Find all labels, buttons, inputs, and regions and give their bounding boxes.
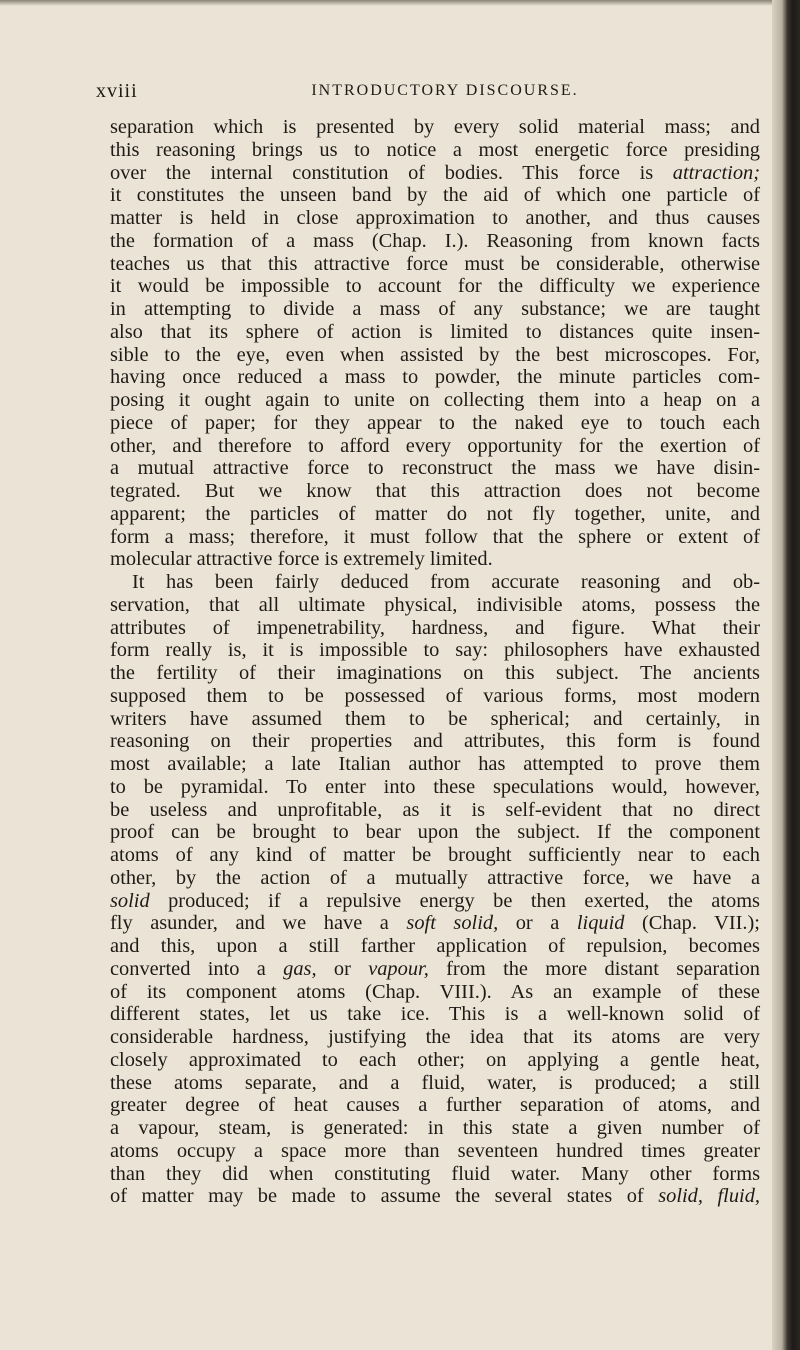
text-line: molecular attractive force is extremely limited. bbox=[110, 548, 493, 571]
page-top-shadow bbox=[0, 0, 772, 6]
page-binding-edge bbox=[772, 0, 800, 1350]
text-line: of its component atoms (Chap. VIII.). As an example of these bbox=[110, 980, 760, 1003]
text-line: be useless and unprofitable, as it is self-evident that no direct bbox=[110, 798, 760, 821]
text-line: it would be impossible to account for the difficulty we experience bbox=[110, 275, 760, 298]
text-line: most available; a late Italian author has attempted to prove them bbox=[110, 753, 760, 775]
text-line: tegrated. But we know that this attraction does not become bbox=[110, 480, 760, 502]
text-line: writers have assumed them to be spherical; and certainly, in bbox=[110, 707, 760, 730]
text-line: fly asunder, and we have a soft solid, or a liquid (Chap. VII.); bbox=[110, 912, 760, 935]
text-line: solid produced; if a repulsive energy be then exerted, the atoms bbox=[110, 889, 760, 912]
text-line: reasoning on their properties and attributes, this form is found bbox=[110, 730, 760, 753]
text-line: it constitutes the unseen band by the aid of which one particle of bbox=[110, 184, 760, 207]
text-line: the fertility of their imaginations on this subject. The ancients bbox=[110, 662, 760, 684]
text-line: posing it ought again to unite on collecting them into a heap on a bbox=[110, 389, 760, 411]
body-text bbox=[110, 116, 760, 1208]
text-line: separation which is presented by every solid material mass; and bbox=[110, 116, 760, 138]
text-line: other, and therefore to afford every opportunity for the exertion of bbox=[110, 434, 760, 457]
text-line: having once reduced a mass to powder, the minute particles com- bbox=[110, 366, 760, 389]
text-line: different states, let us take ice. This is a well-known solid of bbox=[110, 1003, 760, 1026]
text-line: of matter may be made to assume the several states of solid, fluid, bbox=[110, 1185, 760, 1208]
text-line: in attempting to divide a mass of any substance; we are taught bbox=[110, 298, 760, 320]
text-line: over the internal constitution of bodies. This force is attraction; bbox=[110, 161, 760, 184]
text-line: also that its sphere of action is limited to distances quite insen- bbox=[110, 320, 760, 343]
text-line: a mutual attractive force to reconstruct the mass we have disin- bbox=[110, 457, 760, 480]
text-line: matter is held in close approximation to another, and thus causes bbox=[110, 207, 760, 229]
text-line: and this, upon a still farther application of repulsion, becomes bbox=[110, 935, 760, 957]
text-line: supposed them to be possessed of various forms, most modern bbox=[110, 684, 760, 707]
text-line: proof can be brought to bear upon the subject. If the component bbox=[110, 821, 760, 844]
text-line: a vapour, steam, is generated: in this state a given number of bbox=[110, 1117, 760, 1139]
text-line: servation, that all ultimate physical, indivisible atoms, possess the bbox=[110, 593, 760, 616]
text-line: this reasoning brings us to notice a most energetic force presiding bbox=[110, 138, 760, 161]
text-line: considerable hardness, justifying the idea that its atoms are very bbox=[110, 1026, 760, 1048]
text-line: It has been fairly deduced from accurate reasoning and ob- bbox=[132, 571, 760, 593]
text-line: apparent; the particles of matter do not fly together, unite, and bbox=[110, 502, 760, 525]
text-line: these atoms separate, and a fluid, water, is produced; a still bbox=[110, 1071, 760, 1094]
running-head: INTRODUCTORY DISCOURSE. bbox=[311, 82, 579, 99]
text-line: the formation of a mass (Chap. I.). Reasoning from known facts bbox=[110, 229, 760, 252]
text-line: atoms of any kind of matter be brought sufficiently near to each bbox=[110, 844, 760, 866]
text-line: atoms occupy a space more than seventeen hundred times greater bbox=[110, 1139, 760, 1162]
text-line: attributes of impenetrability, hardness, and figure. What their bbox=[110, 616, 760, 639]
text-line: other, by the action of a mutually attractive force, we have a bbox=[110, 866, 760, 889]
text-line: sible to the eye, even when assisted by the best microscopes. For, bbox=[110, 343, 760, 366]
text-line: closely approximated to each other; on applying a gentle heat, bbox=[110, 1048, 760, 1071]
page-header bbox=[96, 80, 754, 110]
page-number: xviii bbox=[96, 80, 138, 102]
text-line: than they did when constituting fluid water. Many other forms bbox=[110, 1162, 760, 1185]
text-line: form a mass; therefore, it must follow that the sphere or extent of bbox=[110, 525, 760, 548]
text-line: piece of paper; for they appear to the naked eye to touch each bbox=[110, 411, 760, 434]
text-line: to be pyramidal. To enter into these speculations would, however, bbox=[110, 775, 760, 798]
text-line: converted into a gas, or vapour, from the more distant separation bbox=[110, 957, 760, 980]
text-line: form really is, it is impossible to say: philosophers have exhausted bbox=[110, 639, 760, 662]
text-line: greater degree of heat causes a further separation of atoms, and bbox=[110, 1094, 760, 1117]
text-line: teaches us that this attractive force must be considerable, otherwise bbox=[110, 252, 760, 275]
